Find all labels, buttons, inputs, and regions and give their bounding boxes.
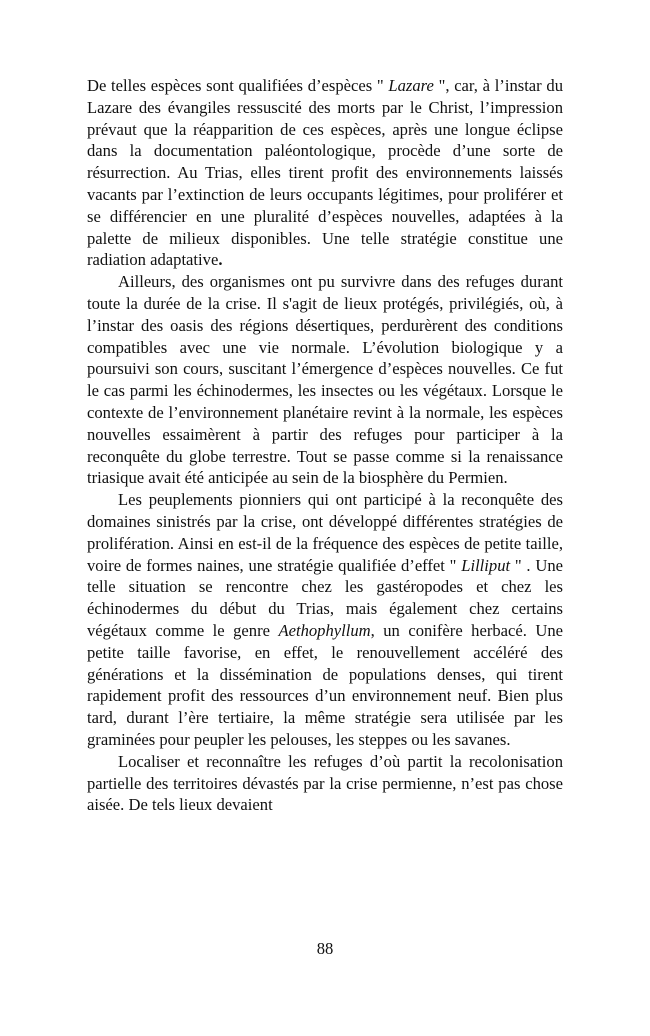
paragraph-3: [87, 489, 563, 751]
paragraph-3-text-3: , un conifère herbacé. Une petite taille favorise, en effet, le renouvellement accéléré des générations et la dissémination de populations denses, qui tirent rapidement profit des ressources d’un environnement neuf. Bien plus tard, durant l’ère tertiaire, la même stratégie sera utilisée par les graminées pour peupler les pelouses, les steppes ou les savanes.: [87, 620, 564, 749]
paragraph-2-text: Ailleurs, des organismes ont pu survivre dans des refuges durant toute la durée de la crise. Il s'agit de lieux protégés, privilégiés, où, à l’instar des oasis des régions désertiques, perdurèrent des conditions compatibles avec une vie normale. L’évolution biologique y a poursuivi son cours, suscitant l’émergence d’espèces nouvelles. Ce fut le cas parmi les échinodermes, les insectes ou les végétaux. Lorsque le contexte de l’environnement planétaire revint à la normale, les espèces nouvelles essaimèrent à partir des refuges pour participer à la reconquête du globe terrestre. Tout se passe comme si la renaissance triasique avait été anticipée au sein de la biosphère du Permien.: [87, 272, 563, 488]
term-lilliput: Lilliput: [461, 555, 511, 575]
paragraph-4: [87, 751, 563, 816]
paragraph-1-text-2: ", car, à l’instar du Lazare des évangiles ressuscité des morts par le Christ, l’impression prévaut que la réapparition de ces espèces, après une longue éclipse dans la documentation paléontologique, procède d’une sorte de résurrection. Au Trias, elles tirent profit des environnements laissés vacants par l’extinction de leurs occupants légitimes, pour proliférer et se différencier en une pluralité d’espèces nouvelles, adaptées à la palette de milieux disponibles. Une telle stratégie constitue une radiation adaptative: [87, 76, 563, 270]
paragraph-1-text-1: De telles espèces sont qualifiées d’espèces ": [87, 76, 389, 95]
paragraph-1-bold-period: .: [218, 250, 223, 270]
paragraph-2: [87, 271, 563, 489]
paragraph-3-text-1: Les peuplements pionniers qui ont participé à la reconquête des domaines sinistrés par la crise, ont développé différentes stratégies de prolifération. Ainsi en est-il de la fréquence des espèces de petite taille, voire de formes naines, une stratégie qualifiée d’effet ": [87, 490, 563, 575]
term-aethophyllum: Aethophyllum: [278, 620, 371, 640]
term-lazare: Lazare: [388, 76, 434, 95]
page-body: [87, 75, 563, 816]
paragraph-4-text: Localiser et reconnaître les refuges d’où partit la recolonisation partielle des territoires dévastés par la crise permienne, n’est pas chose aisée. De tels lieux devaient: [87, 751, 563, 815]
paragraph-1: [87, 75, 563, 271]
paragraph-3-text-2: " . Une telle situation se rencontre chez les gastéropodes et chez les échinodermes du début du Trias, mais également chez certains végétaux comme le genre: [87, 555, 563, 640]
page-number: 88: [316, 939, 334, 958]
